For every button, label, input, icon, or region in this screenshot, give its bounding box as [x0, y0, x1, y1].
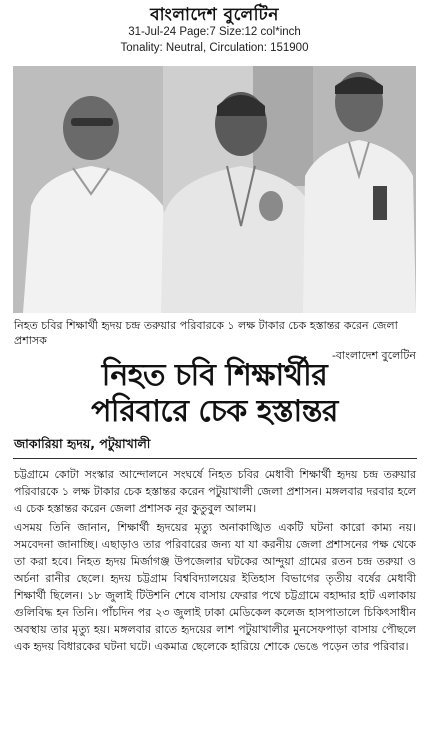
news-photo — [13, 66, 416, 313]
article-byline: জাকারিয়া হৃদয়, পটুয়াখালী — [14, 436, 151, 451]
news-photo-illustration — [13, 66, 416, 313]
article-paragraph: এসময় তিনি জানান, শিক্ষার্থী হৃদয়ের মৃত্যু অনাকাঙ্খিত একটি ঘটনা কারো কাম্য নয়। সমবেদনা জানাচ্ছি। এছাড়াও তার পরিবারের জন্য যা যা করনীয় জেলা প্রশাসনের পক্ষ থেকে তা করা হবে। নিহত হৃদয় মির্জাগঞ্জ উপজেলার ঘটকের আন্দুয়া গ্রামের রতন চন্দ্র তরুয়া ও অর্চনা রানীর ছেলে। হৃদয় চট্টগ্রাম বিশ্ববিদ্যালয়ের ইতিহাস বিভাগের তৃতীয় বর্ষের মেধাবী শিক্ষার্থী ছিলেন। ১৮ জুলাই টিউশনি শেষে বাসায় ফেরার পথে চট্টগ্রামে বহাদ্দার হাট এলাকায় গুলিবিদ্ধ হন তিনি। পাঁচদিন পর ২৩ জুলাই ঢাকা মেডিকেল কলেজ হাসপাতালে চিকিৎসাধীন অবস্থায় তার মৃত্যু হয়। মঙ্গলবার রাতে হৃদয়ের লাশ পটুয়াখালীর মুনসেফপাড়া বাসায় পৌছলে এক হৃদয় বিধারকের ঘটনা ঘটে। একমাত্র ছেলেকে হারিয়ে শোকে ভেঙে পড়েন তার পরিবার। — [14, 521, 416, 653]
headline-line: পরিবারে চেক হস্তান্তর — [91, 394, 338, 429]
photo-caption — [14, 318, 416, 363]
photo-caption-text: নিহত চবির শিক্ষার্থী হৃদয় চন্দ্র তরুয়ার পরিবারকে ১ লক্ষ টাকার চেক হস্তান্তর করেন জেলা প্রশাসক — [14, 319, 398, 347]
clipping-meta-line: 31-Jul-24 Page:7 Size:12 col*inch — [128, 26, 301, 38]
article-headline — [0, 358, 429, 430]
byline-divider — [13, 458, 417, 459]
headline-line: নিহত চবি শিক্ষার্থীর — [101, 358, 328, 393]
article-paragraph: চট্টগ্রামে কোটা সংস্কার আন্দোলনে সংঘর্ষে নিহত চবির মেধাবী শিক্ষার্থী হৃদয় চন্দ্র তরুয়ার পরিবারকে ১ লক্ষ টাকার চেক হস্তান্তর করেন পটুয়াখালী জেলা প্রশাসন। মঙ্গলবার দরবার হলে এ চেক হস্তান্তর করেন জেলা প্রশাসক নূর কুতুবুল আলম। — [14, 468, 416, 515]
publication-masthead: বাংলাদেশ বুলেটিন — [150, 5, 279, 25]
clipping-meta-line: Tonality: Neutral, Circulation: 151900 — [120, 42, 309, 54]
article-body — [14, 466, 416, 657]
photo-credit: -বাংলাদেশ বুলেটিন — [331, 349, 416, 362]
